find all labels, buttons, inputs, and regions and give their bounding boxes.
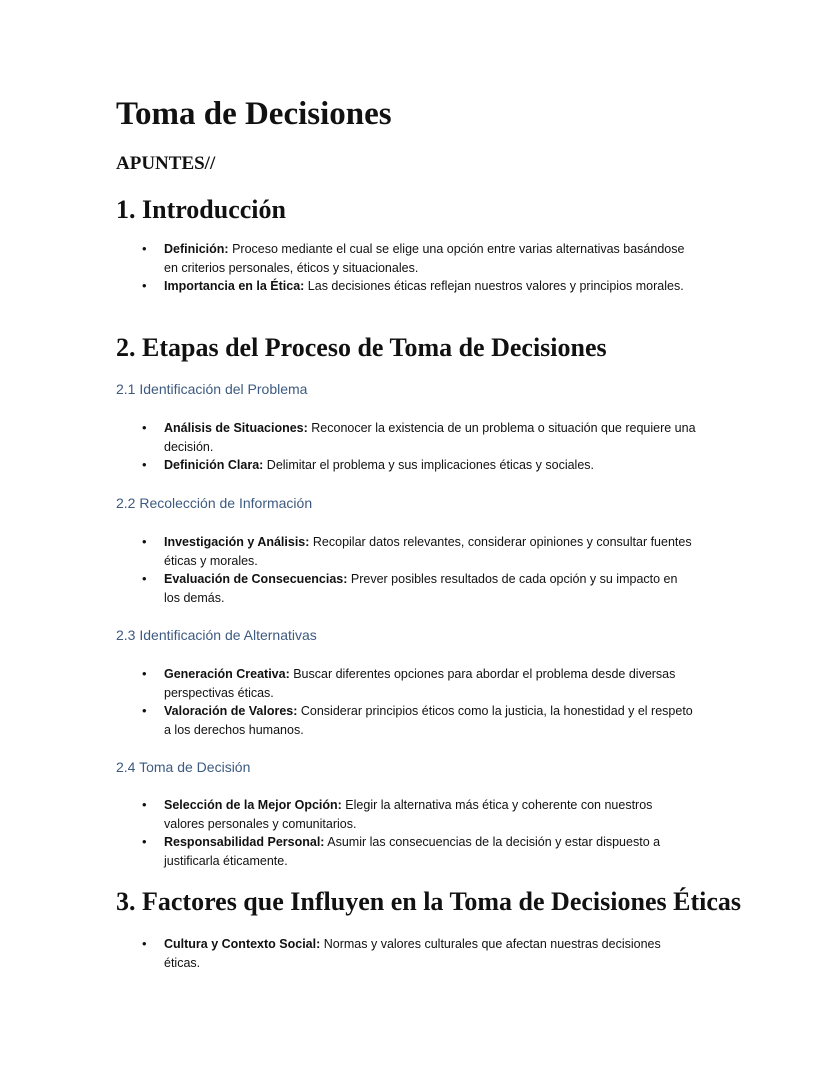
bullet-list-introduccion (136, 240, 696, 296)
list-item (136, 456, 696, 475)
section-heading-etapas: 2. Etapas del Proceso de Toma de Decisiones (116, 333, 607, 362)
bullet-list-2-2 (136, 533, 696, 607)
item-term: Evaluación de Consecuencias: (164, 572, 348, 586)
list-item (136, 419, 696, 456)
bullet-icon: • (142, 936, 147, 951)
bullet-icon: • (142, 278, 147, 293)
list-item (136, 665, 696, 702)
bullet-list-2-3 (136, 665, 696, 739)
item-term: Importancia en la Ética: (164, 279, 305, 293)
bullet-icon: • (142, 241, 147, 256)
item-text: Considerar principios éticos como la justicia, la honestidad y el respeto a los derechos humanos. (164, 704, 693, 737)
item-term: Investigación y Análisis: (164, 535, 310, 549)
bullet-icon: • (142, 457, 147, 472)
section-heading-introduccion: 1. Introducción (116, 195, 286, 224)
item-term: Análisis de Situaciones: (164, 421, 308, 435)
item-text: Prever posibles resultados de cada opción y su impacto en los demás. (164, 572, 678, 605)
item-term: Generación Creativa: (164, 667, 290, 681)
item-term: Selección de la Mejor Opción: (164, 798, 342, 812)
bullet-list-2-1 (136, 419, 696, 475)
document-title: Toma de Decisiones (116, 96, 392, 132)
list-item (136, 277, 696, 296)
bullet-list-factores (136, 935, 696, 972)
bullet-icon: • (142, 797, 147, 812)
item-text: Delimitar el problema y sus implicaciones éticas y sociales. (263, 458, 595, 472)
item-text: Recopilar datos relevantes, considerar opiniones y consultar fuentes éticas y morales. (164, 535, 692, 568)
item-term: Definición: (164, 242, 229, 256)
list-item (136, 833, 696, 870)
list-item (136, 240, 696, 277)
item-text: Asumir las consecuencias de la decisión y estar dispuesto a justificarla éticamente. (164, 835, 661, 868)
subsection-heading-2-4: 2.4 Toma de Decisión (116, 759, 251, 775)
item-text: Proceso mediante el cual se elige una opción entre varias alternativas basándose en criterios personales, éticos y situacionales. (164, 242, 685, 275)
document-subtitle: APUNTES// (116, 153, 216, 174)
bullet-icon: • (142, 666, 147, 681)
item-term: Valoración de Valores: (164, 704, 298, 718)
item-term: Definición Clara: (164, 458, 264, 472)
list-item (136, 935, 696, 972)
list-item (136, 702, 696, 739)
item-text: Las decisiones éticas reflejan nuestros valores y principios morales. (304, 279, 684, 293)
item-term: Responsabilidad Personal: (164, 835, 325, 849)
bullet-icon: • (142, 534, 147, 549)
list-item (136, 570, 696, 607)
item-term: Cultura y Contexto Social: (164, 937, 321, 951)
bullet-icon: • (142, 834, 147, 849)
subsection-heading-2-3: 2.3 Identificación de Alternativas (116, 627, 317, 643)
item-text: Reconocer la existencia de un problema o situación que requiere una decisión. (164, 421, 696, 454)
item-text: Buscar diferentes opciones para abordar el problema desde diversas perspectivas éticas. (164, 667, 676, 700)
item-text: Elegir la alternativa más ética y coherente con nuestros valores personales y comunitarios. (164, 798, 653, 831)
item-text: Normas y valores culturales que afectan nuestras decisiones éticas. (164, 937, 661, 970)
list-item (136, 796, 696, 833)
list-item (136, 533, 696, 570)
bullet-list-2-4 (136, 796, 696, 870)
bullet-icon: • (142, 420, 147, 435)
bullet-icon: • (142, 703, 147, 718)
bullet-icon: • (142, 571, 147, 586)
section-heading-factores: 3. Factores que Influyen en la Toma de Decisiones Éticas (116, 887, 741, 916)
subsection-heading-2-2: 2.2 Recolección de Información (116, 495, 313, 511)
subsection-heading-2-1: 2.1 Identificación del Problema (116, 381, 308, 397)
